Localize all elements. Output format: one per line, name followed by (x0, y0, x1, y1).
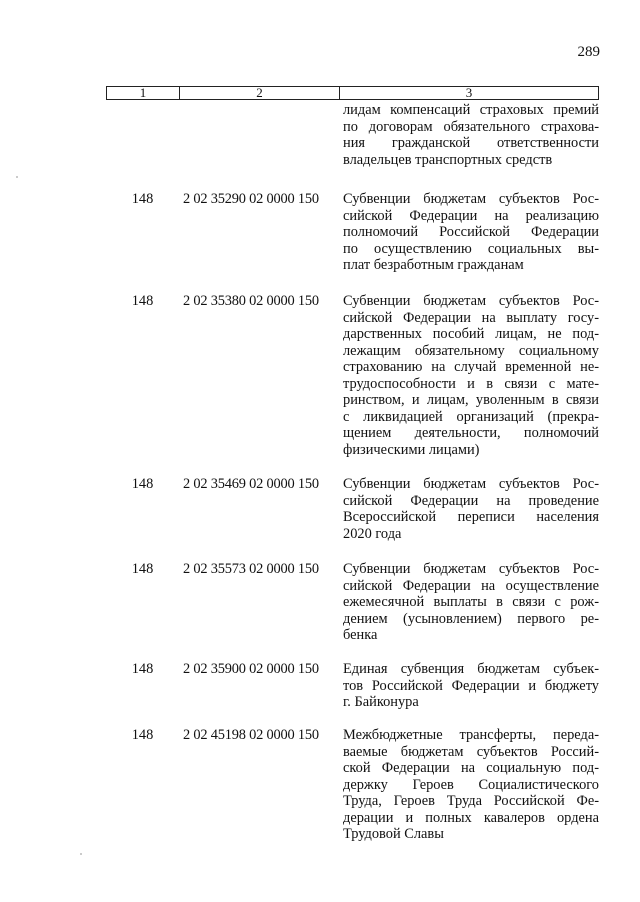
description-line: Труда, Героев Труда Российской Фе- (343, 793, 599, 809)
description-line: сийской Федерации на выплату госу- (343, 309, 599, 326)
description-line: ской Федерации на социальную под- (343, 760, 599, 776)
description-line: держку Героев Социалистического (343, 776, 599, 793)
page-number: 289 (577, 44, 600, 60)
admin-code: 148 (131, 476, 154, 492)
description-line: г. Байконура (343, 694, 419, 710)
header-col-3: 3 (465, 85, 473, 100)
description-line: полномочий Российской Федерации (343, 224, 599, 240)
description (343, 476, 599, 542)
description-line: дерации и полных кавалеров ордена (343, 809, 599, 826)
description-line: по осуществлению социальных вы- (343, 240, 599, 257)
description-line: сийской Федерации на проведение (343, 492, 599, 509)
description (343, 661, 599, 711)
description-line: лежащим обязательному социальному (343, 342, 599, 359)
budget-code: 2 02 35900 02 0000 150 (183, 661, 319, 677)
description-line: Трудовой Славы (343, 826, 444, 842)
description-line: плат безработным гражданам (343, 257, 524, 273)
description-line: ваемые бюджетам субъектов Россий- (343, 743, 599, 760)
description-line: лидам компенсаций страховых премий (343, 102, 599, 118)
description-line: сийской Федерации на реализацию (343, 207, 599, 224)
description-line: дарственных пособий лицам, не под- (343, 326, 599, 342)
description-line: страхованию на случай временной не- (343, 359, 599, 375)
description (343, 102, 599, 168)
description-line: трудоспособности и в связи с мате- (343, 375, 599, 392)
budget-code: 2 02 45198 02 0000 150 (183, 727, 319, 743)
description-line: 2020 года (343, 525, 402, 542)
description-line: тов Российской Федерации и бюджету (343, 677, 599, 694)
description-line: ринством, и лицам, уволенным в связи (343, 392, 599, 408)
budget-code: 2 02 35380 02 0000 150 (183, 293, 319, 309)
budget-code: 2 02 35469 02 0000 150 (183, 476, 319, 492)
description-line: Субвенции бюджетам субъектов Рос- (343, 561, 599, 577)
admin-code: 148 (131, 191, 154, 207)
table-header (106, 86, 599, 100)
admin-code: 148 (131, 727, 154, 743)
description-line: щением деятельности, полномочий (343, 425, 599, 441)
header-col-1: 1 (107, 87, 180, 99)
description-line: Всероссийской переписи населения (343, 509, 599, 525)
description (343, 561, 599, 644)
description-line: ния гражданской ответственности (343, 135, 599, 151)
description-line: бенка (343, 627, 378, 643)
scan-speck (16, 176, 18, 178)
description-line: физическими лицами) (343, 441, 480, 458)
description-line: Субвенции бюджетам субъектов Рос- (343, 293, 599, 309)
description-line: ежемесячной выплаты в связи с рож- (343, 594, 599, 610)
description-line: Субвенции бюджетам субъектов Рос- (343, 191, 599, 207)
description (343, 191, 599, 274)
scan-speck (80, 853, 82, 855)
budget-code: 2 02 35573 02 0000 150 (183, 561, 319, 577)
description (343, 293, 599, 458)
description-line: Субвенции бюджетам субъектов Рос- (343, 476, 599, 492)
description-line: по договорам обязательного страхова- (343, 118, 599, 135)
description-line: Межбюджетные трансферты, переда- (343, 727, 599, 743)
admin-code: 148 (131, 661, 154, 677)
description-line: с ликвидацией организаций (прекра- (343, 408, 599, 425)
description-line: владельцев транспортных средств (343, 151, 553, 168)
description (343, 727, 599, 843)
description-line: сийской Федерации на осуществление (343, 577, 599, 594)
admin-code: 148 (131, 293, 154, 309)
budget-code: 2 02 35290 02 0000 150 (183, 191, 319, 207)
description-line: Единая субвенция бюджетам субъек- (343, 661, 599, 677)
header-col-2: 2 (180, 87, 340, 99)
admin-code: 148 (131, 561, 154, 577)
description-line: дением (усыновлением) первого ре- (343, 610, 599, 627)
